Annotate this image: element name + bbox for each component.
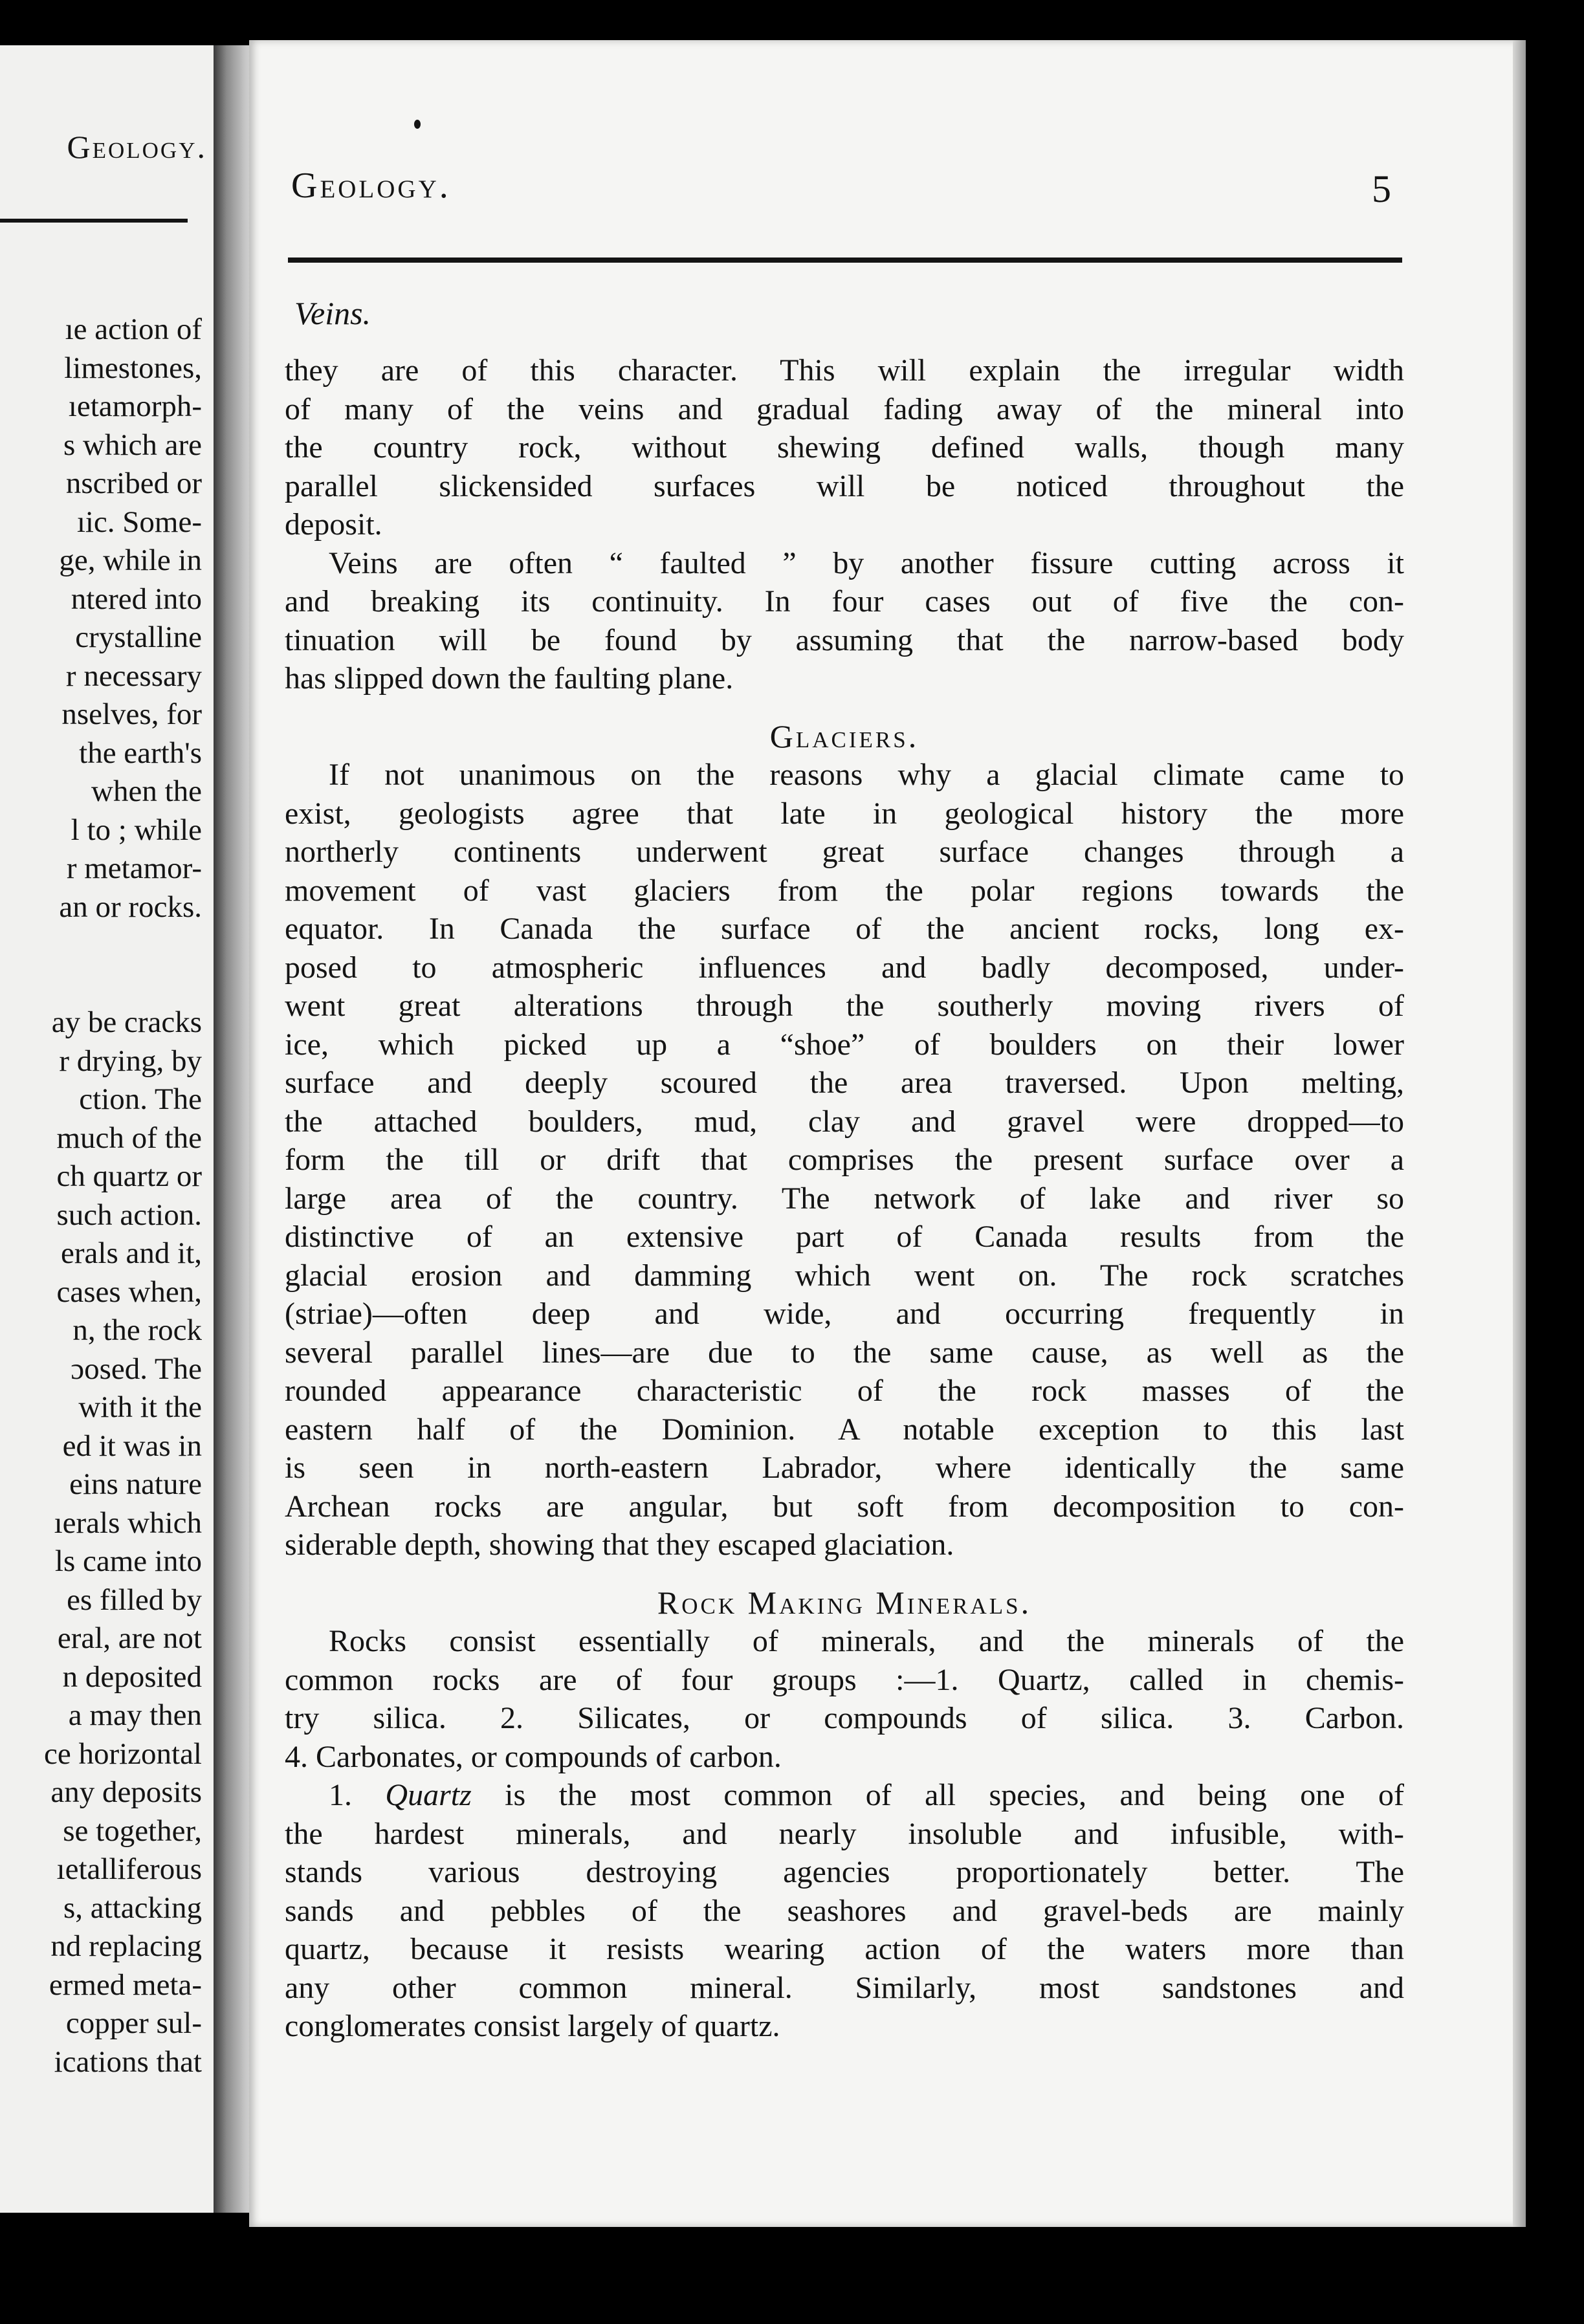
- text-line: Rocks consist essentially of minerals, and the minerals of the: [329, 1624, 1404, 1658]
- text-line: try silica. 2. Silicates, or compounds of silica. 3. Carbon.: [285, 1701, 1404, 1735]
- text-line: has slipped down the faulting plane.: [285, 661, 734, 696]
- facing-page-line: n deposited: [62, 1660, 202, 1694]
- facing-page-line: ıe action of: [65, 312, 202, 346]
- page-edge: [1513, 40, 1526, 2227]
- text-line: equator. In Canada the surface of the ancient rocks, long ex-: [285, 912, 1404, 946]
- facing-page-line: with it the: [78, 1390, 202, 1424]
- facing-page-line: the earth's: [79, 736, 202, 770]
- facing-page-line: n, the rock: [72, 1313, 202, 1347]
- scan-border: [0, 2252, 1584, 2324]
- facing-page-line: eral, are not: [57, 1621, 202, 1655]
- running-head: Geology.: [291, 166, 451, 206]
- section-sidenote: Veins.: [294, 295, 371, 331]
- text-line: went great alterations through the southerly moving rivers of: [285, 989, 1404, 1023]
- text-line: posed to atmospheric influences and badly decomposed, under-: [285, 950, 1404, 985]
- text-line: any other common mineral. Similarly, most sandstones and: [285, 1970, 1404, 2005]
- facing-page-line: a may then: [68, 1698, 202, 1732]
- text-line: distinctive of an extensive part of Canada results from the: [285, 1220, 1404, 1254]
- text-line: the attached boulders, mud, clay and gravel were dropped—to: [285, 1104, 1404, 1139]
- facing-page-line: nscribed or: [65, 466, 202, 500]
- facing-page-running-head: Geology.: [67, 129, 207, 165]
- facing-page-line: ction. The: [79, 1082, 202, 1116]
- text-line: tinuation will be found by assuming that the narrow-based body: [285, 622, 1404, 657]
- ink-speck: [414, 120, 421, 129]
- facing-page-line: cases when,: [56, 1275, 202, 1309]
- facing-page-line: r drying, by: [59, 1044, 202, 1078]
- facing-page-line: s which are: [63, 428, 202, 462]
- facing-page-line: any deposits: [50, 1775, 202, 1809]
- facing-page-line: ay be cracks: [51, 1005, 202, 1039]
- text-line: they are of this character. This will explain the irregular width: [285, 353, 1404, 388]
- page-number: 5: [1372, 168, 1391, 210]
- text-line: movement of vast glaciers from the polar regions towards the: [285, 873, 1404, 908]
- facing-page-line: erals and it,: [61, 1236, 202, 1270]
- section-spacer: [285, 1564, 1404, 1584]
- facing-page-text: [0, 311, 202, 2081]
- text-line: Veins are often “ faulted ” by another fissure cutting across it: [329, 545, 1404, 580]
- facing-page-line: l to ; while: [71, 813, 202, 847]
- facing-page-line: nselves, for: [61, 697, 202, 731]
- text-line: northerly continents underwent great surface changes through a: [285, 835, 1404, 869]
- facing-page-line: ge, while in: [59, 543, 202, 577]
- facing-page-line: an or rocks.: [59, 890, 202, 924]
- section-heading: Glaciers.: [769, 718, 919, 754]
- facing-page: [0, 45, 220, 2213]
- facing-page-rule: [0, 219, 188, 223]
- facing-page-line: nd replacing: [50, 1929, 202, 1963]
- facing-page-line: ıic. Some-: [76, 505, 202, 539]
- text-line: quartz, because it resists wearing action of the waters more than: [285, 1932, 1404, 1966]
- facing-page-line: ed it was in: [62, 1429, 202, 1463]
- text-line: rounded appearance characteristic of the rock masses of the: [285, 1374, 1404, 1408]
- facing-page-line: se together,: [63, 1814, 202, 1848]
- text-line: several parallel lines—are due to the same cause, as well as the: [285, 1335, 1404, 1370]
- facing-page-line: when the: [91, 774, 202, 808]
- body-text: [285, 351, 1404, 2046]
- facing-page-line: r metamor-: [66, 851, 202, 885]
- text-line: deposit.: [285, 507, 382, 542]
- text-line: eastern half of the Dominion. A notable exception to this last: [285, 1412, 1404, 1447]
- text-line: the hardest minerals, and nearly insoluble and infusible, with-: [285, 1816, 1404, 1851]
- facing-page-line: copper sul-: [65, 2006, 202, 2040]
- text-line: Archean rocks are angular, but soft from decomposition to con-: [285, 1489, 1404, 1524]
- facing-page-line: s, attacking: [63, 1891, 202, 1925]
- text-line: glacial erosion and damming which went on. The rock scratches: [285, 1258, 1404, 1293]
- facing-page-line: ermed meta-: [49, 1968, 202, 2002]
- text-line: sands and pebbles of the seashores and gravel-beds are mainly: [285, 1893, 1404, 1928]
- text-line: surface and deeply scoured the area traversed. Upon melting,: [285, 1066, 1404, 1100]
- facing-page-line: crystalline: [75, 620, 202, 654]
- text-line: stands various destroying agencies proportionately better. The: [285, 1855, 1404, 1889]
- facing-page-line: ls came into: [54, 1544, 202, 1578]
- text-line: the country rock, without shewing defined walls, though many: [285, 430, 1404, 465]
- facing-page-line: ıerals which: [54, 1506, 202, 1540]
- facing-page-line: [0, 965, 202, 1004]
- text-line: (striae)—often deep and wide, and occurring frequently in: [285, 1297, 1404, 1331]
- facing-page-line: much of the: [56, 1121, 202, 1155]
- text-line: ice, which picked up a “shoe” of boulders on their lower: [285, 1027, 1404, 1062]
- text-line: If not unanimous on the reasons why a glacial climate came to: [329, 758, 1404, 792]
- facing-page-line: ch quartz or: [56, 1159, 202, 1193]
- text-line: and breaking its continuity. In four cases out of five the con-: [285, 584, 1404, 619]
- section-spacer: [285, 698, 1404, 718]
- facing-page-line: limestones,: [64, 351, 202, 385]
- text-line: 4. Carbonates, or compounds of carbon.: [285, 1739, 782, 1774]
- text-line: common rocks are of four groups :—1. Quartz, called in chemis-: [285, 1662, 1404, 1697]
- text-line: of many of the veins and gradual fading away of the mineral into: [285, 391, 1404, 426]
- facing-page-line: ɔosed. The: [71, 1352, 202, 1386]
- text-line: conglomerates consist largely of quartz.: [285, 2009, 780, 2043]
- text-line: parallel slickensided surfaces will be noticed throughout the: [285, 468, 1404, 503]
- header-rule: [288, 258, 1402, 263]
- text-line: is seen in north-eastern Labrador, where identically the same: [285, 1451, 1404, 1485]
- facing-page-line: es filled by: [67, 1583, 202, 1617]
- text-line: exist, geologists agree that late in geological history the more: [285, 796, 1404, 831]
- facing-page-line: ce horizontal: [43, 1737, 202, 1771]
- text-line: siderable depth, showing that they escaped glaciation.: [285, 1528, 954, 1562]
- facing-page-line: ıetamorph-: [68, 389, 202, 423]
- section-heading: Rock Making Minerals.: [657, 1584, 1032, 1621]
- facing-page-line: such action.: [56, 1198, 202, 1232]
- facing-page-line: ications that: [54, 2044, 202, 2079]
- text-line: large area of the country. The network of lake and river so: [285, 1181, 1404, 1216]
- facing-page-line: eins nature: [69, 1467, 202, 1501]
- text-line: 1. Quartz is the most common of all species, and being one of: [329, 1778, 1404, 1812]
- facing-page-line: r necessary: [65, 659, 202, 693]
- text-line: form the till or drift that comprises the present surface over a: [285, 1143, 1404, 1177]
- facing-page-line: ntered into: [71, 582, 202, 616]
- facing-page-line: [0, 926, 202, 965]
- facing-page-line: ıetalliferous: [56, 1852, 202, 1886]
